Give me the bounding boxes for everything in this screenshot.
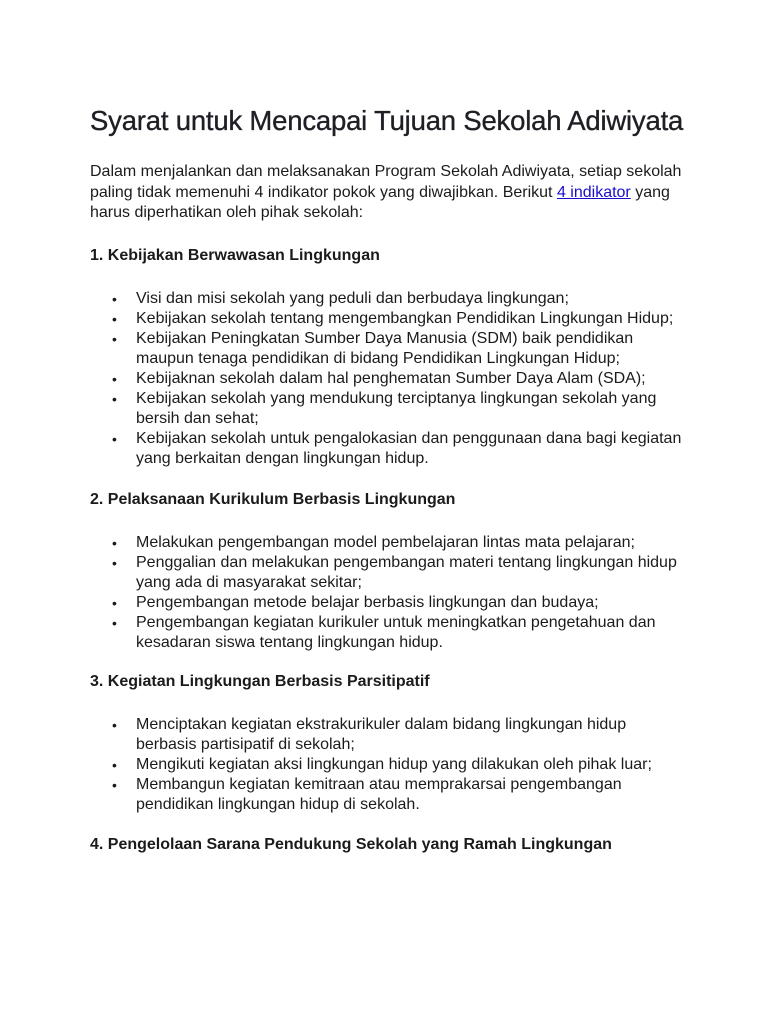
list-item — [90, 775, 690, 815]
list-item-text: Kebijaknan sekolah dalam hal penghematan Sumber Daya Alam (SDA); — [136, 369, 646, 387]
intro-text-after: yang harus diperhatikan oleh pihak sekolah: — [90, 183, 670, 221]
list-item — [90, 533, 690, 553]
list-item-text: Kebijakan sekolah tentang mengembangkan Pendidikan Lingkungan Hidup; — [136, 309, 674, 327]
list-item — [90, 369, 690, 389]
list-item — [90, 429, 690, 469]
list-item-text: Membangun kegiatan kemitraan atau memprakarsai pengembangan pendidikan lingkungan hidup di sekolah. — [136, 775, 622, 813]
section-heading-4: 4. Pengelolaan Sarana Pendukung Sekolah yang Ramah Lingkungan — [90, 835, 612, 853]
document-page — [90, 104, 690, 855]
list-item — [90, 715, 690, 755]
list-item-text: Melakukan pengembangan model pembelajaran lintas mata pelajaran; — [136, 533, 635, 551]
list-item — [90, 309, 690, 329]
bullet-icon: • — [112, 290, 117, 307]
list-item-text: Mengikuti kegiatan aksi lingkungan hidup yang dilakukan oleh pihak luar; — [136, 755, 652, 773]
bullet-icon: • — [112, 310, 117, 327]
list-item — [90, 289, 690, 309]
list-item — [90, 553, 690, 593]
list-item — [90, 755, 690, 775]
bullet-icon: • — [112, 554, 117, 571]
intro-paragraph — [90, 162, 690, 224]
section-1-list — [90, 289, 690, 469]
list-item-text: Menciptakan kegiatan ekstrakurikuler dalam bidang lingkungan hidup berbasis partisipatif di sekolah; — [136, 715, 627, 753]
list-item-text: Penggalian dan melakukan pengembangan materi tentang lingkungan hidup yang ada di masyarakat sekitar; — [136, 553, 677, 591]
list-item-text: Kebijakan Peningkatan Sumber Daya Manusia (SDM) baik pendidikan maupun tenaga pendidikan di bidang Pendidikan Lingkungan Hidup; — [136, 329, 634, 367]
bullet-icon: • — [112, 614, 117, 631]
section-2-list — [90, 533, 690, 653]
list-item-text: Pengembangan metode belajar berbasis lingkungan dan budaya; — [136, 593, 599, 611]
list-item — [90, 593, 690, 613]
section-heading-2: 2. Pelaksanaan Kurikulum Berbasis Lingkungan — [90, 490, 456, 508]
bullet-icon: • — [112, 430, 117, 447]
bullet-icon: • — [112, 330, 117, 347]
bullet-icon: • — [112, 390, 117, 407]
bullet-icon: • — [112, 776, 117, 793]
bullet-icon: • — [112, 370, 117, 387]
list-item — [90, 329, 690, 369]
bullet-icon: • — [112, 594, 117, 611]
section-heading-1: 1. Kebijakan Berwawasan Lingkungan — [90, 246, 380, 264]
list-item-text: Visi dan misi sekolah yang peduli dan berbudaya lingkungan; — [136, 289, 569, 307]
section-heading-3: 3. Kegiatan Lingkungan Berbasis Parsitipatif — [90, 672, 430, 690]
page-title: Syarat untuk Mencapai Tujuan Sekolah Adiwiyata — [90, 105, 684, 136]
intro-text-before: Dalam menjalankan dan melaksanakan Program Sekolah Adiwiyata, setiap sekolah paling tidak memenuhi 4 indikator pokok yang diwajibkan. Berikut — [90, 163, 682, 201]
list-item-text: Pengembangan kegiatan kurikuler untuk meningkatkan pengetahuan dan kesadaran siswa tentang lingkungan hidup. — [136, 613, 656, 651]
bullet-icon: • — [112, 716, 117, 733]
list-item — [90, 389, 690, 429]
bullet-icon: • — [112, 534, 117, 551]
bullet-icon: • — [112, 756, 117, 773]
list-item-text: Kebijakan sekolah yang mendukung terciptanya lingkungan sekolah yang bersih dan sehat; — [136, 389, 657, 427]
list-item — [90, 613, 690, 653]
indikator-link[interactable]: 4 indikator — [556, 183, 631, 201]
list-item-text: Kebijakan sekolah untuk pengalokasian dan penggunaan dana bagi kegiatan yang berkaitan dengan lingkungan hidup. — [136, 429, 682, 467]
section-3-list — [90, 715, 690, 815]
